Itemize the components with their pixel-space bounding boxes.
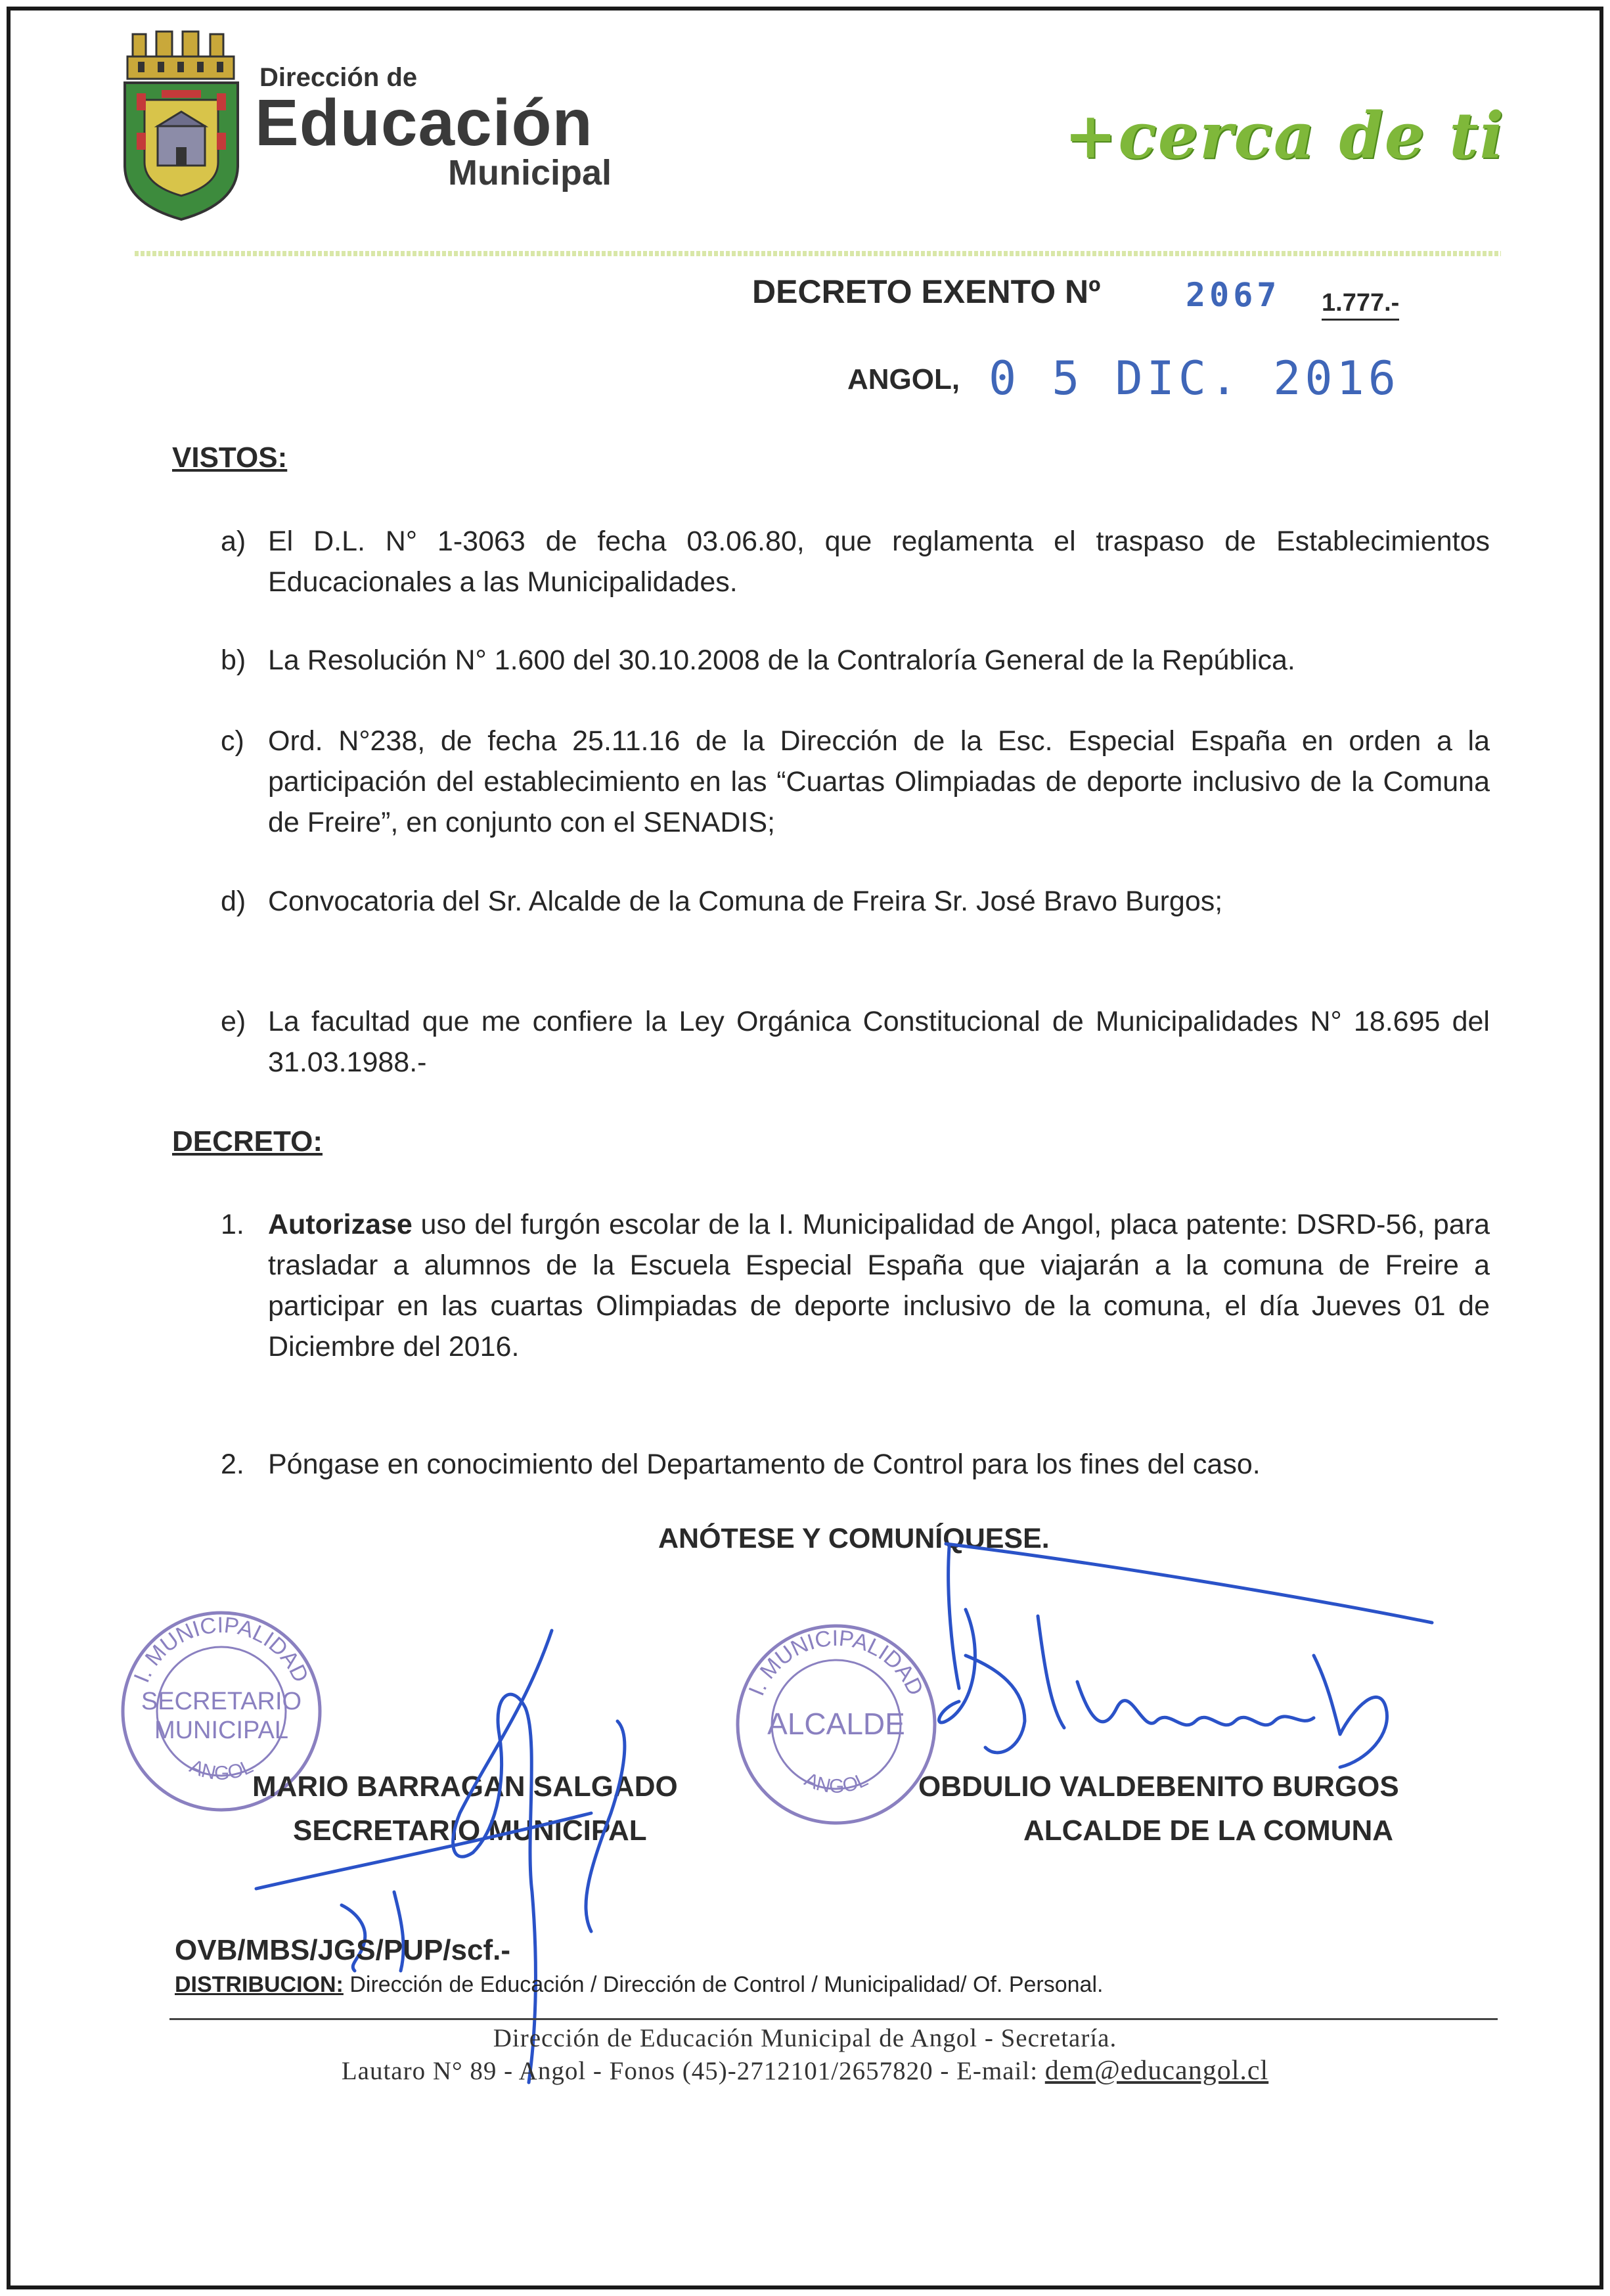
item-body: uso del furgón escolar de la I. Municipalidad de Angol, placa patente: DSRD-56, para trasladar a alumnos de la Escuela Especial España que viajarán a la comuna de Freire a participar en las cuartas Olimpiadas de deporte inclusivo de la comuna, el día Jueves 01 de Diciembre del 2016. — [268, 1209, 1490, 1362]
vistos-heading: VISTOS: — [172, 441, 288, 474]
footer-email-link[interactable]: dem@educangol.cl — [1044, 2056, 1269, 2086]
decree-place: ANGOL, — [847, 363, 960, 395]
item-marker: 1. — [221, 1209, 244, 1240]
item-text: Póngase en conocimiento del Departamento de Control para los fines del caso. — [268, 1449, 1261, 1480]
date-stamp: 0 5 DIC. 2016 — [989, 351, 1400, 405]
footer-contact-line — [0, 2055, 1610, 2086]
seal-bottom-text: ANGOL — [186, 1755, 257, 1784]
footer-office-line: Dirección de Educación Municipal de Angol - Secretaría. — [493, 2024, 1117, 2052]
footer-address: Lautaro N° 89 - Angol - Fonos (45)-2712101/2657820 - E-mail: — [341, 2057, 1045, 2085]
alcalde-seal-stamp — [728, 1616, 945, 1833]
item-text: Convocatoria del Sr. Alcalde de la Comuna de Freira Sr. José Bravo Burgos; — [268, 886, 1223, 917]
seal-middle-text-1: SECRETARIO — [141, 1688, 302, 1715]
distribution-text: Dirección de Educación / Dirección de Control / Municipalidad/ Of. Personal. — [343, 1972, 1104, 1997]
brand-line-3: Municipal — [448, 153, 612, 192]
vistos-item-d — [221, 881, 1490, 922]
svg-text:ANGOL — [187, 1755, 257, 1784]
header-divider — [135, 251, 1501, 256]
svg-text:I. MUNICIPALIDAD — [744, 1626, 929, 1699]
footer-divider — [169, 2018, 1498, 2020]
seal-middle-text-2: MUNICIPAL — [154, 1717, 289, 1744]
distribution-line — [175, 1972, 1103, 1998]
seal-bottom-text: ANGOL — [801, 1768, 872, 1797]
item-text — [268, 1204, 1490, 1367]
decreto-heading: DECRETO: — [172, 1125, 323, 1158]
signatory-2-name: OBDULIO VALDEBENITO BURGOS — [918, 1770, 1399, 1803]
municipal-crest-logo — [118, 28, 246, 225]
reference-initials: OVB/MBS/JGS/PUP/scf.- — [175, 1934, 511, 1966]
item-marker: b) — [221, 644, 246, 676]
decreto-item-2 — [221, 1444, 1490, 1485]
item-marker: 2. — [221, 1449, 244, 1480]
item-text: Ord. N°238, de fecha 25.11.16 de la Dirección de la Esc. Especial España en orden a la participación del establecimiento en las “Cuartas Olimpiadas de deporte inclusivo de la Comuna de Freire”, en conjunto con el SENADIS; — [268, 725, 1490, 838]
decreto-item-1 — [221, 1204, 1490, 1367]
vistos-item-e — [221, 1001, 1490, 1083]
item-marker: e) — [221, 1006, 246, 1037]
decree-title: DECRETO EXENTO Nº — [752, 273, 1101, 310]
item-marker: d) — [221, 886, 246, 917]
vistos-item-b — [221, 640, 1490, 681]
item-text: La facultad que me confiere la Ley Orgánica Constitucional de Municipalidades N° 18.695 del 31.03.1988.- — [268, 1006, 1490, 1078]
item-text: El D.L. N° 1-3063 de fecha 03.06.80, que reglamenta el traspaso de Establecimientos Educacionales a las Municipalidades. — [268, 526, 1490, 598]
stamped-decree-number: 2067 — [1186, 276, 1281, 314]
signatory-2-role: ALCALDE DE LA COMUNA — [1023, 1814, 1393, 1847]
distribution-label: DISTRIBUCION: — [175, 1972, 344, 1997]
item-marker: a) — [221, 526, 246, 557]
seal-top-text: I. MUNICIPALIDAD — [744, 1625, 929, 1699]
written-decree-number: 1.777.- — [1322, 289, 1399, 321]
item-text: La Resolución N° 1.600 del 30.10.2008 de la Contraloría General de la República. — [268, 644, 1295, 676]
signatory-1-name: MARIO BARRAGAN SALGADO — [252, 1770, 678, 1803]
item-bold-lead: Autorizase — [268, 1209, 413, 1240]
brand-title: Educación — [255, 86, 593, 160]
item-marker: c) — [221, 725, 244, 757]
seal-middle-text: ALCALDE — [767, 1707, 905, 1741]
seal-top-text: I. MUNICIPALIDAD — [129, 1612, 314, 1686]
signatory-1-role: SECRETARIO MUNICIPAL — [293, 1814, 647, 1847]
svg-text:ANGOL — [801, 1768, 872, 1797]
brand-line-1: Dirección de — [259, 63, 418, 92]
svg-text:I. MUNICIPALIDAD — [129, 1613, 314, 1686]
vistos-item-c — [221, 721, 1490, 843]
slogan: +cerca de ti — [1064, 99, 1506, 173]
vistos-item-a — [221, 521, 1490, 602]
closing-formula: ANÓTESE Y COMUNÍQUESE. — [658, 1523, 1050, 1554]
